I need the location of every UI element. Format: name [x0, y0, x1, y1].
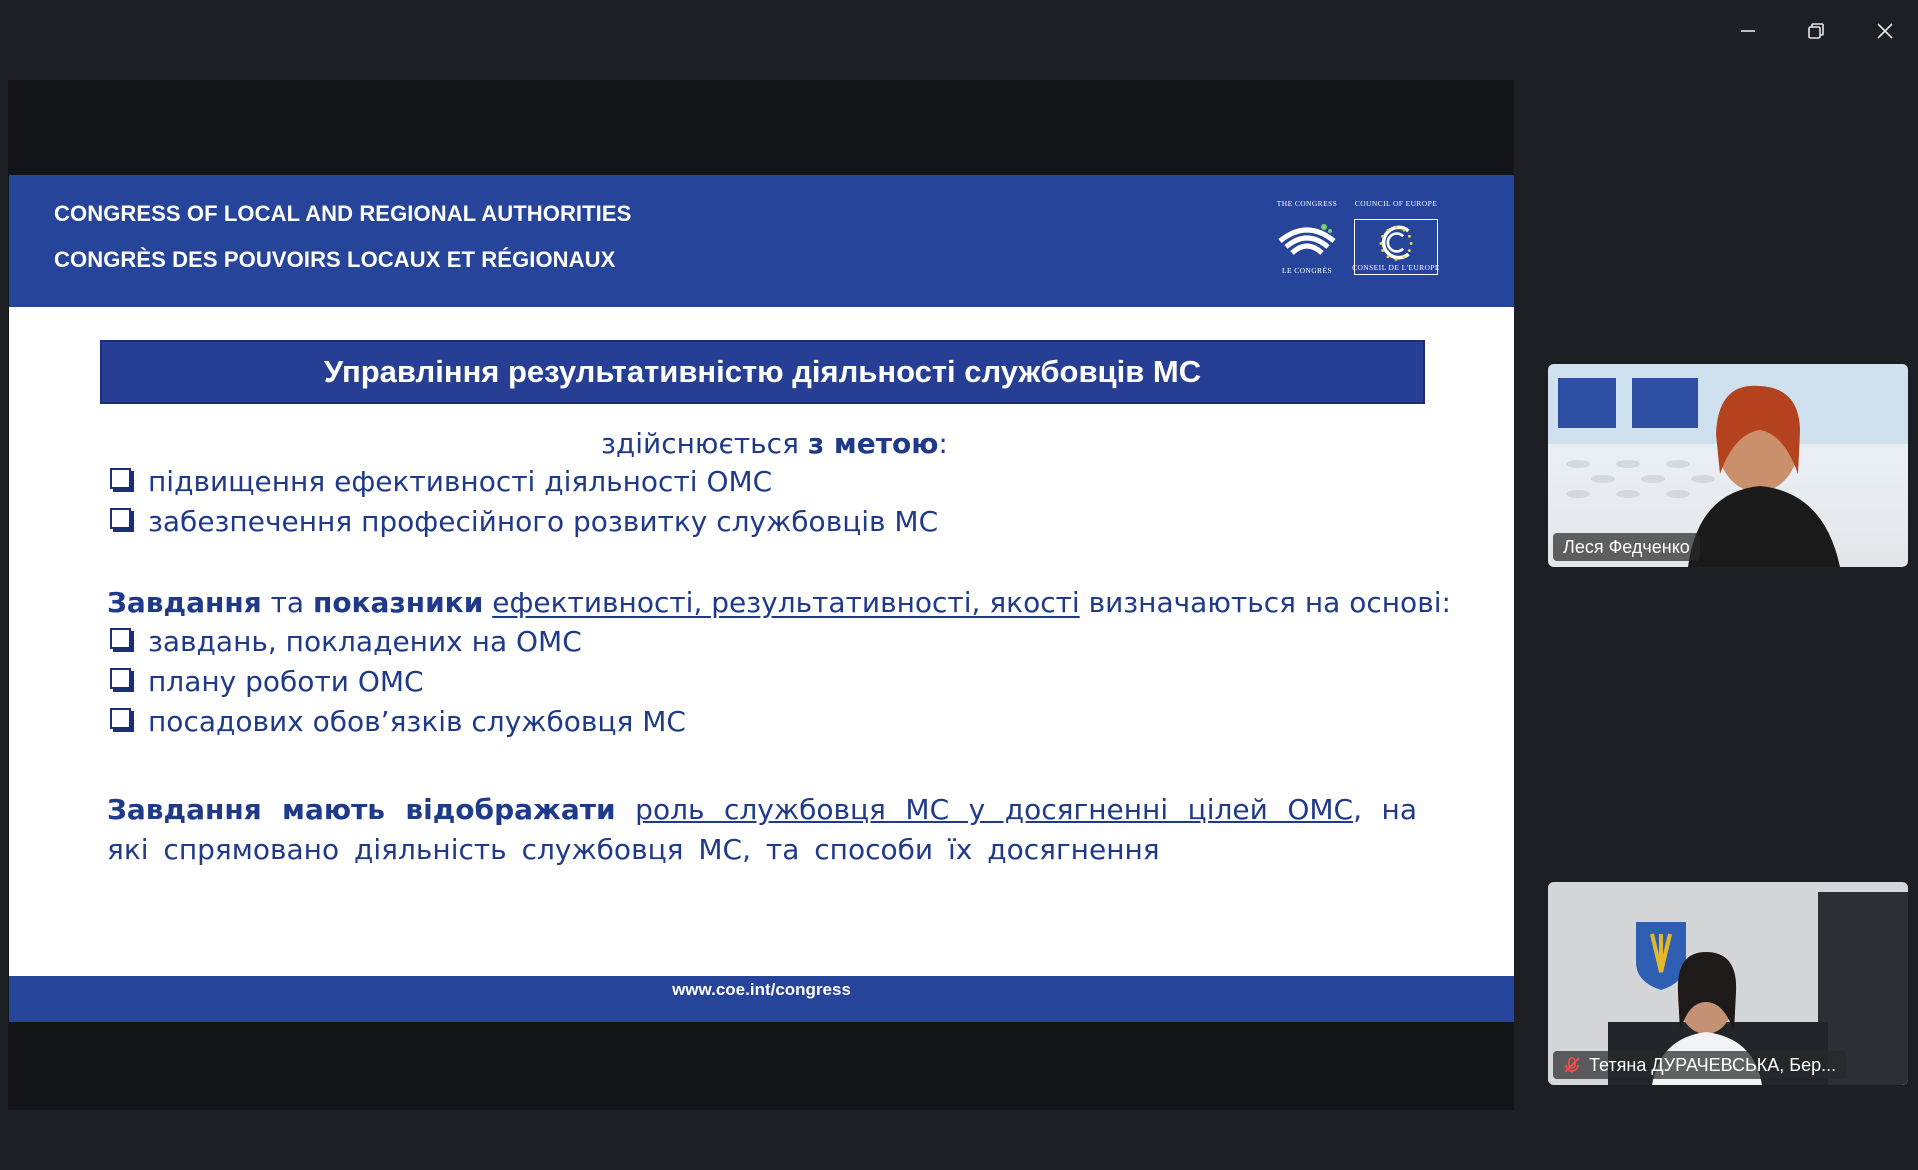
goal-item-text: підвищення ефективності діяльності ОМС	[148, 465, 773, 498]
participant-name: Тетяна ДУРАЧЕВСЬКА, Бер...	[1589, 1054, 1837, 1075]
participant-video-tile[interactable]	[1548, 364, 1908, 567]
checkbox-bullet-icon	[110, 628, 131, 649]
basis-item	[110, 625, 582, 658]
minimize-button[interactable]	[1726, 12, 1770, 50]
goal-item-text: забезпечення професійного розвитку службовців МС	[148, 505, 939, 538]
congress-logo-top-text: THE CONGRESS	[1276, 199, 1338, 208]
participant-name: Леся Федченко	[1563, 536, 1690, 557]
congress-emblem-icon	[1274, 217, 1340, 257]
basis-item-text: завдань, покладених на ОМС	[148, 625, 582, 658]
basis-item-text: плану роботи ОМС	[148, 665, 424, 698]
intro-suffix: :	[938, 427, 948, 460]
conclusion-paragraph	[107, 790, 1417, 870]
mic-muted-icon	[1563, 1056, 1581, 1074]
checkbox-bullet-icon	[110, 708, 131, 729]
participant-video-tile[interactable]	[1548, 882, 1908, 1085]
header-title-fr: CONGRÈS DES POUVOIRS LOCAUX ET RÉGIONAUX	[54, 247, 616, 272]
tasks-bold-2: показники	[312, 586, 484, 619]
goal-item	[110, 505, 938, 538]
restore-button[interactable]	[1794, 12, 1838, 50]
coe-emblem-icon	[1370, 222, 1422, 263]
restore-icon	[1807, 22, 1825, 40]
tasks-underlined: ефективності, результативності, якості	[492, 586, 1080, 619]
tasks-line	[107, 586, 1451, 619]
slide-footer-url: www.coe.int/congress	[9, 976, 1514, 1022]
council-of-europe-logo	[1352, 199, 1440, 275]
tasks-bold-1: Завдання	[107, 586, 262, 619]
slide-header	[9, 175, 1514, 307]
checkbox-bullet-icon	[110, 468, 131, 489]
congress-logo-bottom-text: LE CONGRÈS	[1281, 266, 1333, 275]
coe-emblem-box	[1354, 219, 1438, 275]
tasks-text-1: та	[261, 586, 313, 619]
intro-prefix: здійснюється	[601, 427, 808, 460]
minimize-icon	[1739, 22, 1757, 40]
conclusion-rest: , на які спрямовано діяльність службовця МС, та способи їх досягнення	[107, 793, 1418, 866]
slide-title: Управління результативністю діяльності службовців МС	[100, 340, 1425, 404]
basis-item	[110, 665, 424, 698]
goal-item	[110, 465, 772, 498]
presentation-slide	[9, 175, 1514, 1022]
close-button[interactable]	[1863, 12, 1907, 50]
checkbox-bullet-icon	[110, 508, 131, 529]
coe-logo-bottom-text: CONSEIL DE L'EUROPE	[1352, 263, 1440, 272]
header-title-en: CONGRESS OF LOCAL AND REGIONAL AUTHORITIES	[54, 201, 632, 226]
checkbox-bullet-icon	[110, 668, 131, 689]
basis-item-text: посадових обов’язків службовця МС	[148, 705, 686, 738]
congress-logo	[1267, 199, 1347, 275]
conclusion-underlined: роль службовця МС у досягненні цілей ОМС	[635, 793, 1354, 826]
tasks-text-3: визначаються на основі:	[1079, 586, 1451, 619]
participant-name-tag	[1553, 1051, 1846, 1079]
conclusion-bold: Завдання мають відображати	[107, 793, 616, 826]
tasks-text-2	[483, 586, 492, 619]
intro-line	[601, 427, 948, 460]
basis-item	[110, 705, 686, 738]
close-icon	[1876, 22, 1894, 40]
conclusion-space	[616, 793, 636, 826]
participant-name-tag	[1553, 533, 1700, 561]
coe-logo-top-text: COUNCIL OF EUROPE	[1354, 199, 1438, 208]
intro-bold: з метою	[807, 427, 939, 460]
